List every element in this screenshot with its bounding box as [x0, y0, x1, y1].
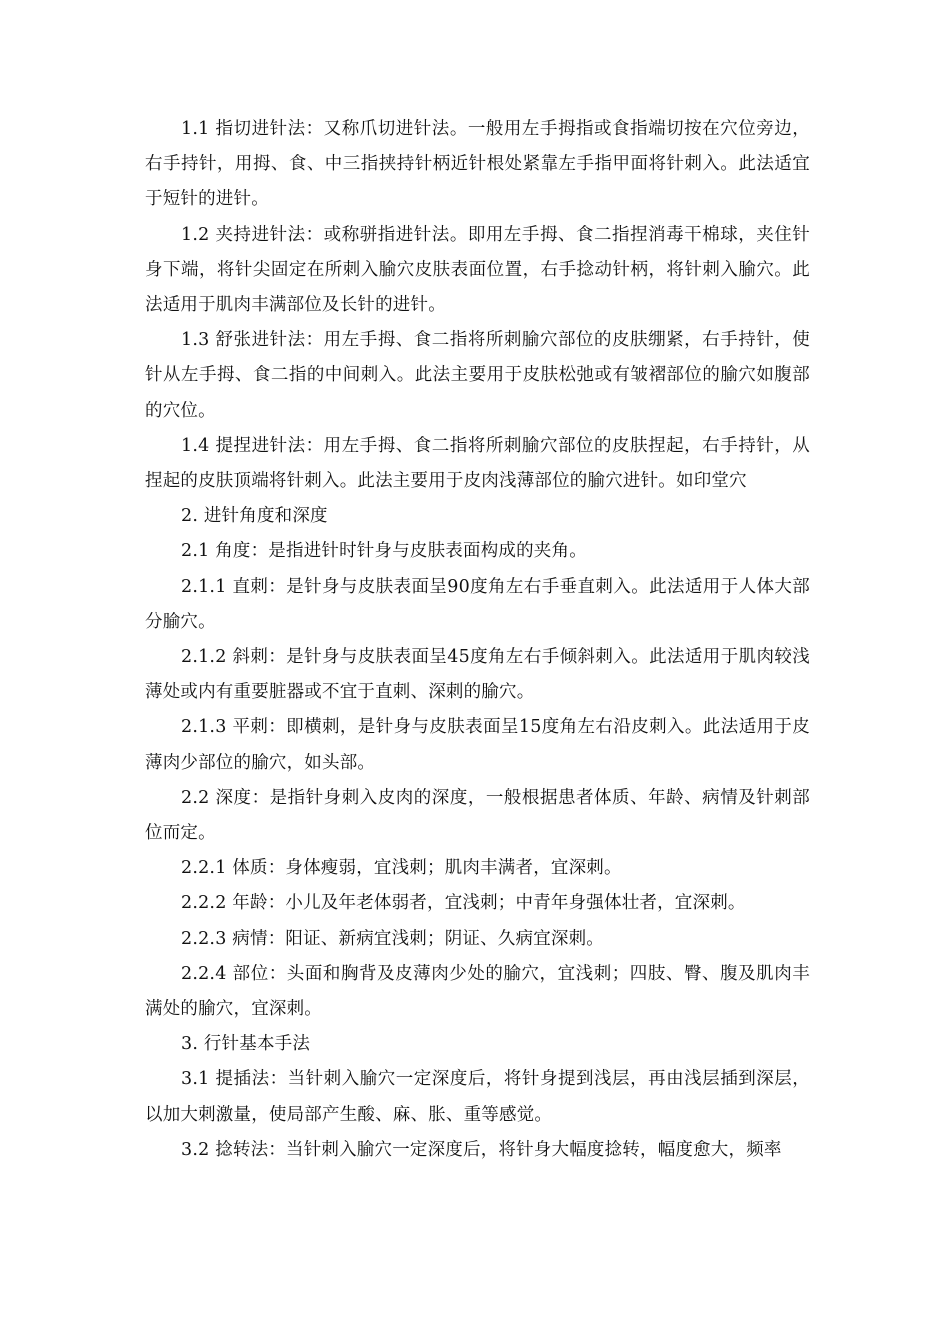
paragraph-1-2: 1.2 夹持进针法：或称骈指进针法。即用左手拇、食二指捏消毒干棉球，夹住针身下端，将针尖固定在所刺入腧穴皮肤表面位置，右手捻动针柄，将针刺入腧穴。此法适用于肌肉丰满部位及长针的进针。: [145, 224, 810, 316]
paragraph-2-1-1: 2.1.1 直刺：是针身与皮肤表面呈90度角左右手垂直刺入。此法适用于人体大部分腧穴。: [145, 576, 810, 632]
paragraph-2-2-3: 2.2.3 病情：阳证、新病宜浅刺；阴证、久病宜深刺。: [181, 928, 604, 949]
paragraph-1-1: 1.1 指切进针法：又称爪切进针法。一般用左手拇指或食指端切按在穴位旁边，右手持针，用拇、食、中三指挟持针柄近针根处紧靠左手指甲面将针刺入。此法适宜于短针的进针。: [145, 119, 810, 210]
heading-3: 3. 行针基本手法: [181, 1034, 311, 1055]
document-body: [145, 112, 810, 1168]
paragraph-2-2-4: 2.2.4 部位：头面和胸背及皮薄肉少处的腧穴，宜浅刺；四肢、臀、腹及肌肉丰满处的腧穴，宜深刺。: [145, 963, 810, 1020]
paragraph-1-3: 1.3 舒张进针法：用左手拇、食二指将所刺腧穴部位的皮肤绷紧，右手持针，使针从左手拇、食二指的中间刺入。此法主要用于皮肤松弛或有皱褶部位的腧穴如腹部的穴位。: [145, 330, 810, 421]
paragraph-2-1-3: 2.1.3 平刺：即横刺，是针身与皮肤表面呈15度角左右沿皮刺入。此法适用于皮薄肉少部位的腧穴，如头部。: [145, 717, 810, 773]
heading-2: 2. 进针角度和深度: [181, 506, 328, 527]
paragraph-2-1-2: 2.1.2 斜刺：是针身与皮肤表面呈45度角左右手倾斜刺入。此法适用于肌肉较浅薄处或内有重要脏器或不宜于直刺、深刺的腧穴。: [145, 647, 810, 703]
paragraph-3-1: 3.1 提插法：当针刺入腧穴一定深度后，将针身提到浅层，再由浅层插到深层，以加大刺激量，使局部产生酸、麻、胀、重等感觉。: [145, 1069, 810, 1125]
paragraph-1-4: 1.4 提捏进针法：用左手拇、食二指将所刺腧穴部位的皮肤捏起，右手持针，从捏起的皮肤顶端将针刺入。此法主要用于皮肉浅薄部位的腧穴进针。如印堂穴: [145, 435, 810, 492]
paragraph-3-2: 3.2 捻转法：当针刺入腧穴一定深度后，将针身大幅度捻转，幅度愈大，频率: [181, 1139, 782, 1160]
paragraph-2-1: 2.1 角度：是指进针时针身与皮肤表面构成的夹角。: [181, 541, 587, 562]
paragraph-2-2: 2.2 深度：是指针身刺入皮肉的深度，一般根据患者体质、年龄、病情及针刺部位而定。: [145, 787, 810, 844]
paragraph-2-2-2: 2.2.2 年龄：小儿及年老体弱者，宜浅刺；中青年身强体壮者，宜深刺。: [181, 893, 746, 914]
paragraph-2-2-1: 2.2.1 体质：身体瘦弱，宜浅刺；肌肉丰满者，宜深刺。: [181, 858, 622, 879]
